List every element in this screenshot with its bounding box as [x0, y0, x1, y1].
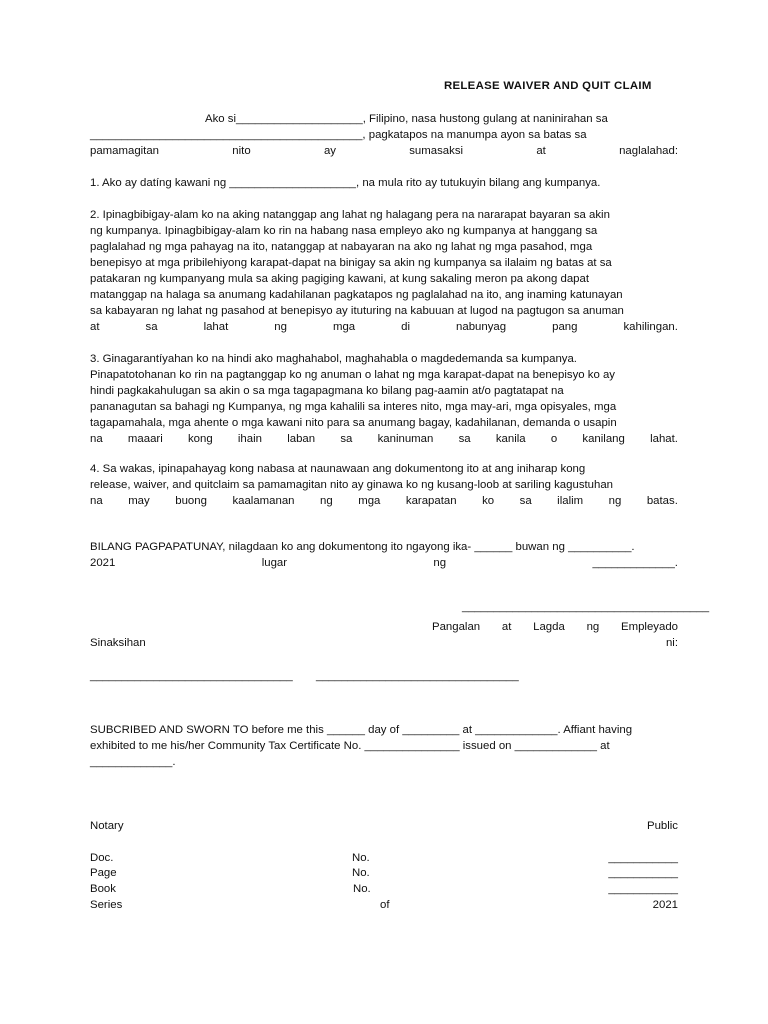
word: _____________. — [592, 557, 678, 569]
word: nito — [232, 145, 251, 157]
jurat-line-1: SUBCRIBED AND SWORN TO before me this ______ day of _________ at _____________. Affiant having — [90, 724, 633, 736]
word: lugar — [261, 557, 288, 569]
word: buong — [175, 495, 207, 507]
word: mga — [358, 495, 381, 507]
word: ng — [433, 557, 447, 569]
notary-row-label: Book — [90, 883, 116, 895]
p2-line: sa kabayaran ng lahat ng pasahod at benepisyo ay ituturing na kabuuan at lugod na pagtugon sa anuman — [90, 305, 624, 317]
word: kaninuman — [377, 433, 434, 445]
notary-row-mid: of — [380, 899, 390, 911]
word: o — [550, 433, 558, 445]
word: Lagda — [533, 621, 565, 633]
word: ng — [274, 321, 287, 333]
employee-signature-label — [432, 619, 678, 635]
notary-row-book — [90, 881, 678, 897]
notary-public-line — [90, 818, 678, 834]
word: pang — [552, 321, 578, 333]
notary-row-doc — [90, 850, 678, 866]
attestation-line-2 — [90, 555, 678, 571]
notary-row-label: Doc. — [90, 852, 114, 864]
jurat-line-3: _____________. — [90, 756, 176, 768]
word: kahilingan. — [623, 321, 678, 333]
word: ng — [586, 621, 600, 633]
p3-line: pananagutan sa bahagi ng Kumpanya, ng mga kahalili sa interes nito, mga may-ari, mga opisyales, mga — [90, 401, 617, 413]
word: nabunyag — [456, 321, 507, 333]
word: sa — [519, 495, 532, 507]
word: naglalahad: — [619, 145, 678, 157]
jurat-line-2: exhibited to me his/her Community Tax Certificate No. _______________ issued on _____________ at — [90, 740, 610, 752]
word: ihain — [237, 433, 262, 445]
attestation-line-1: BILANG PAGPAPATUNAY, nilagdaan ko ang dokumentong ito ngayong ika- ______ buwan ng __________. — [90, 541, 635, 553]
word: at — [501, 621, 512, 633]
p2-line: matanggap na halaga sa anumang kadahilanan pagkatapos ng paglalahad na ito, ang inaming katunayan — [90, 289, 623, 301]
word: pamamagitan — [90, 145, 160, 157]
word: sa — [145, 321, 158, 333]
word: lahat — [203, 321, 229, 333]
p3-line: Pinapatotohanan ko rin na pagtanggap ko ng anuman o lahat ng mga karapat-dapat na benepisyo ko ay — [90, 369, 615, 381]
word: na — [90, 495, 103, 507]
word: ng — [608, 495, 622, 507]
word: may — [128, 495, 150, 507]
p4-line: release, waiver, and quitclaim sa pamamagitan nito ay ginawa ko ng kusang-loob at sariling kagustuhan — [90, 479, 614, 491]
word: at — [536, 145, 546, 157]
word: di — [401, 321, 411, 333]
witness-label-right: ni: — [665, 637, 678, 649]
word: ay — [323, 145, 336, 157]
p3-line: tagapamahala, mga ahente o mga kawani nito para sa anumang bagay, kadahilanan, demanda o usapin — [90, 417, 617, 429]
notary-row-series — [90, 897, 678, 913]
notary-right: Public — [646, 820, 678, 832]
p4-last-line — [90, 493, 678, 509]
intro-line-1: Ako si____________________, Filipino, nasa hustong gulang at naninirahan sa — [205, 113, 608, 125]
notary-row-value: ___________ — [608, 852, 678, 864]
notary-row-label: Page — [90, 867, 117, 879]
notary-row-label: Series — [90, 899, 123, 911]
word: at — [90, 321, 100, 333]
word: laban — [287, 433, 316, 445]
word: sa — [458, 433, 471, 445]
notary-left: Notary — [90, 820, 124, 832]
p2-last-line — [90, 319, 678, 335]
paragraph-1: 1. Ako ay datíng kawani ng ____________________, na mula rito ay tutukuyin bilang ang kumpanya. — [90, 177, 601, 189]
intro-line-3 — [90, 143, 678, 159]
word: ilalim — [557, 495, 584, 507]
word: kong — [187, 433, 213, 445]
witness-signature-line-2: ________________________________ — [316, 670, 519, 682]
word: na — [90, 433, 103, 445]
word: batas. — [646, 495, 678, 507]
notary-row-value: ___________ — [608, 867, 678, 879]
word: maaari — [127, 433, 163, 445]
word: kanila — [495, 433, 526, 445]
witness-label — [90, 635, 678, 651]
word: lahat. — [650, 433, 678, 445]
word: 2021 — [90, 557, 116, 569]
witness-label-left: Sinaksihan — [90, 637, 146, 649]
p3-line: hindi pagkakahulugan sa akin o sa mga tagapagmana ko bilang pag-aamin at/o pagtatapat na — [90, 385, 564, 397]
word: ng — [320, 495, 333, 507]
intro-line-2: ___________________________________________, pagkatapos na manumpa ayon sa batas sa — [90, 129, 587, 141]
word: kanilang — [582, 433, 625, 445]
word: sa — [340, 433, 353, 445]
employee-signature-line: _______________________________________ — [462, 601, 710, 613]
word: karapatan — [405, 495, 457, 507]
word: sumasaksi — [409, 145, 464, 157]
witness-signature-line-1: ________________________________ — [90, 670, 293, 682]
notary-row-page — [90, 865, 678, 881]
p2-line: ng kumpanya. Ipinagbibigay-alam ko rin na habang nasa empleyo ako ng kumpanya at hanggang sa — [90, 225, 598, 237]
word: Pangalan — [432, 621, 481, 633]
notary-row-mid: No. — [353, 883, 371, 895]
word: mga — [332, 321, 356, 333]
p2-line: benepisyo at mga pribilehiyong karapat-dapat na binigay sa akin ng kumpanya sa ilalaim ng batas at sa — [90, 257, 612, 269]
notary-row-mid: No. — [352, 852, 370, 864]
notary-row-value: 2021 — [652, 899, 678, 911]
p4-line: 4. Sa wakas, ipinapahayag kong nabasa at naunawaan ang dokumentong ito at ang iniharap kong — [90, 463, 586, 475]
notary-row-value: ___________ — [608, 883, 678, 895]
document-title: RELEASE WAIVER AND QUIT CLAIM — [444, 80, 652, 92]
p3-line: 3. Ginagarantíyahan ko na hindi ako maghahabol, maghahabla o magdedemanda sa kumpanya. — [90, 353, 577, 365]
notary-row-mid: No. — [352, 867, 370, 879]
p2-line: paglalahad ng mga pahayag na ito, natanggap at nabayaran na ako ng lahat ng mga pasahod, mga — [90, 241, 593, 253]
word: ko — [482, 495, 495, 507]
word: kaalamanan — [232, 495, 295, 507]
p3-last-line — [90, 431, 678, 447]
word: Empleyado — [621, 621, 678, 633]
p2-line: patakaran ng kumpanyang mula sa aking pagiging kawani, at kung sakaling meron pa akong dapat — [90, 273, 589, 285]
p2-line: 2. Ipinagbibigay-alam ko na aking natanggap ang lahat ng halagang pera na nararapat bayaran sa akin — [90, 209, 610, 221]
